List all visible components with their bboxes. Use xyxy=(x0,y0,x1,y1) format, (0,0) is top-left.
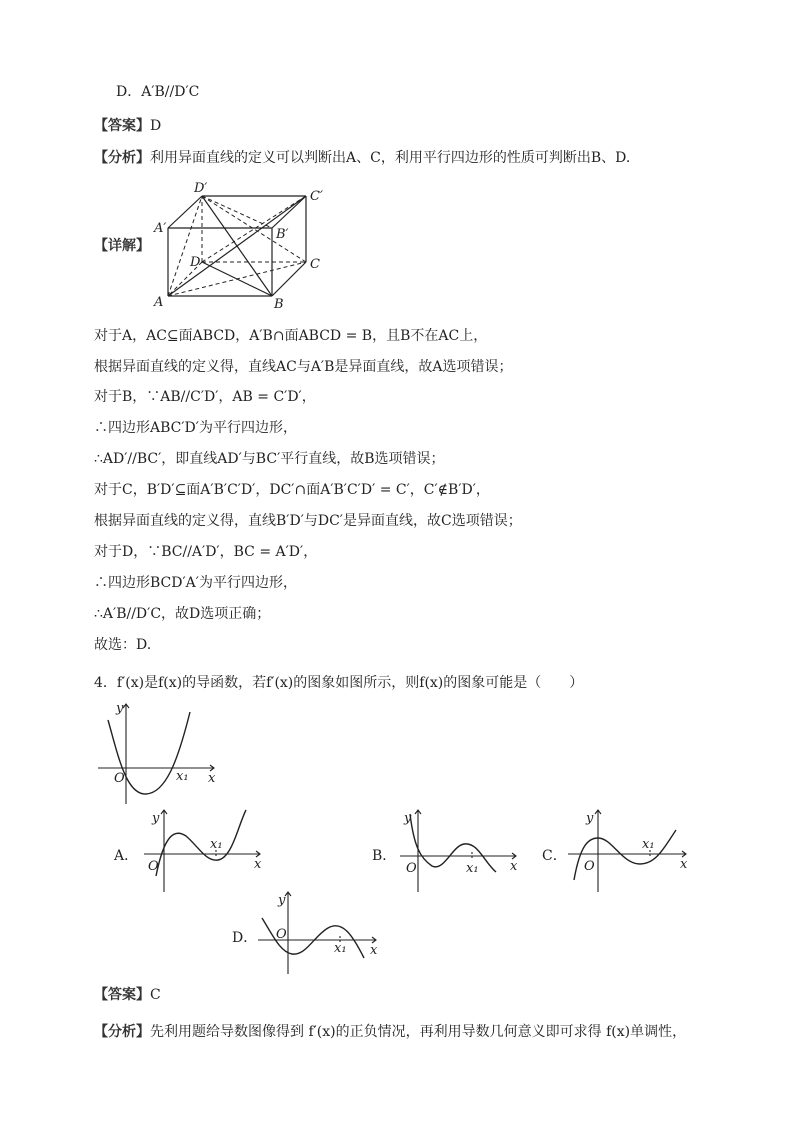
y-label: y xyxy=(152,811,160,826)
y-label: y xyxy=(278,893,286,908)
label-c1: C′ xyxy=(310,189,323,204)
answer-line-2 xyxy=(94,985,161,1005)
x1-label: x₁ xyxy=(466,861,479,876)
x-label: x xyxy=(510,859,518,874)
label-b1: B′ xyxy=(276,227,289,242)
option-c-graph xyxy=(566,806,696,896)
question-4: 4．f′(x)是f(x)的导函数，若f′(x)的图象如图所示，则f(x)的图象可能是（ ） xyxy=(94,675,584,691)
label-c: C xyxy=(310,257,320,272)
option-d-line: D．A′B//D′C xyxy=(116,84,200,100)
graph-origin-label: O xyxy=(114,771,125,786)
detail-tag-line xyxy=(94,236,150,256)
graph-x1-label: x₁ xyxy=(176,769,189,784)
option-a-curve xyxy=(156,810,246,876)
segment-ac-hidden xyxy=(168,262,306,296)
answer-tag: 【答案】 xyxy=(94,118,150,134)
segment-d1b xyxy=(202,196,272,296)
origin-label: O xyxy=(148,859,159,874)
cube-diagram xyxy=(150,182,350,312)
detail-line-11: 故选：D. xyxy=(94,637,152,653)
x-label: x xyxy=(254,857,262,872)
label-a: A xyxy=(154,295,164,310)
label-b: B xyxy=(274,297,284,312)
detail-line-8: 对于D，∵BC//A′D′，BC = A′D′， xyxy=(94,544,318,560)
x1-label: x₁ xyxy=(210,837,223,852)
y-label: y xyxy=(404,811,412,826)
origin-label: O xyxy=(584,859,595,874)
answer-line-1 xyxy=(94,116,161,136)
detail-line-9: ∴四边形BCD′A′为平行四边形， xyxy=(94,575,297,591)
x-label: x xyxy=(370,943,378,958)
x-label: x xyxy=(680,857,688,872)
edge-b1c1 xyxy=(272,196,306,228)
y-label: y xyxy=(586,811,594,826)
label-d1: D′ xyxy=(194,181,208,196)
graph-y-label: y xyxy=(116,701,124,716)
option-a-graph xyxy=(140,806,270,896)
option-b-graph xyxy=(398,806,528,896)
segment-d1c-hidden xyxy=(202,196,306,262)
x1-label: x₁ xyxy=(334,941,347,956)
option-b-curve xyxy=(410,814,496,872)
detail-line-5: ∴AD′//BC′，即直线AD′与BC′平行直线，故B选项错误； xyxy=(94,451,445,467)
origin-label: O xyxy=(276,927,287,942)
analysis-tag: 【分析】 xyxy=(94,150,150,166)
analysis-text: 利用异面直线的定义可以判断出A、C，利用平行四边形的性质可判断出B、D. xyxy=(150,150,631,166)
detail-line-2: 根据异面直线的定义得，直线AC与A′B是异面直线，故A选项错误； xyxy=(94,359,513,375)
option-b-label: B． xyxy=(372,848,397,864)
option-d-graph xyxy=(256,888,386,978)
answer-value-2: C xyxy=(150,987,161,1003)
option-d-label: D． xyxy=(232,930,258,946)
graph-x-label: x xyxy=(208,771,216,786)
detail-line-3: 对于B，∵AB//C′D′，AB = C′D′， xyxy=(94,389,316,405)
detail-line-7: 根据异面直线的定义得，直线B′D′与DC′是异面直线，故C选项错误； xyxy=(94,513,522,529)
option-a-label: A． xyxy=(114,848,139,864)
x1-label: x₁ xyxy=(642,837,655,852)
detail-tag: 【详解】 xyxy=(94,238,150,254)
analysis-tag-2: 【分析】 xyxy=(94,1024,150,1040)
analysis-text-2: 先利用题给导数图像得到 f′(x)的正负情况，再利用导数几何意义即可求得 f(x)单调性， xyxy=(150,1024,687,1040)
segment-dc1-hidden xyxy=(202,196,306,262)
analysis-line-1 xyxy=(94,148,630,168)
option-c-label: C． xyxy=(542,848,567,864)
label-d: D xyxy=(190,255,201,270)
segment-ad1-hidden xyxy=(168,196,202,296)
analysis-line-2 xyxy=(94,1022,686,1042)
detail-line-10: ∴A′B//D′C，故D选项正确； xyxy=(94,606,271,622)
edge-d1a1 xyxy=(168,196,202,228)
origin-label: O xyxy=(406,861,417,876)
derivative-graph xyxy=(96,700,226,810)
answer-value: D xyxy=(150,118,162,134)
detail-line-6: 对于C，B′D′⊆面A′B′C′D′，DC′∩面A′B′C′D′ = C′，C′∉B′D′， xyxy=(94,482,490,498)
label-a1: A′ xyxy=(154,221,167,236)
detail-line-4: ∴四边形ABC′D′为平行四边形， xyxy=(94,420,297,436)
detail-line-1: 对于A，AC⊆面ABCD，A′B∩面ABCD = B，且B不在AC上， xyxy=(94,328,488,344)
answer-tag-2: 【答案】 xyxy=(94,987,150,1003)
edge-bc xyxy=(272,262,306,296)
